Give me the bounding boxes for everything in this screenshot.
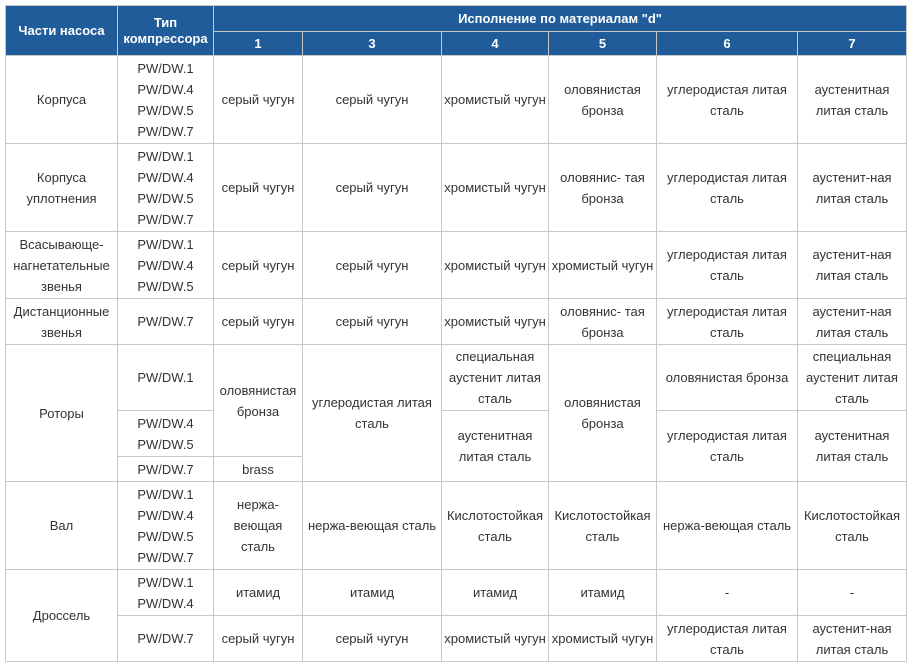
header-col-3: 3 (303, 32, 442, 56)
type-text: PW/DW.1 PW/DW.4 (137, 574, 194, 611)
material-cell: серый чугун (303, 56, 442, 144)
header-materials: Исполнение по материалам "d" (214, 6, 907, 32)
material-cell (214, 482, 303, 570)
material-cell: итамид (303, 570, 442, 616)
material-cell: серый чугун (303, 232, 442, 299)
material-cell: хромистый чугун (442, 616, 549, 662)
type-cell (118, 482, 214, 570)
material-cell: аустенит-ная литая сталь (798, 144, 907, 232)
part-cell: Дистанционные звенья (6, 299, 118, 345)
material-cell: серый чугун (214, 299, 303, 345)
type-text: PW/DW.1 PW/DW.4 PW/DW.5 PW/DW.7 (137, 60, 194, 139)
material-cell: нержа-веющая сталь (303, 482, 442, 570)
type-cell (118, 345, 214, 411)
type-text: PW/DW.1 PW/DW.4 PW/DW.5 PW/DW.7 (137, 486, 194, 565)
type-cell (118, 299, 214, 345)
table-row (6, 299, 907, 345)
material-cell: серый чугун (214, 56, 303, 144)
table-row (6, 570, 907, 616)
part-cell: Роторы (6, 345, 118, 482)
table-row (6, 345, 907, 411)
header-col-5: 5 (549, 32, 657, 56)
material-cell: хромистый чугун (442, 56, 549, 144)
type-text: PW/DW.7 (137, 461, 194, 477)
table-row (6, 232, 907, 299)
material-cell: серый чугун (303, 144, 442, 232)
material-cell: итамид (549, 570, 657, 616)
header-col-4: 4 (442, 32, 549, 56)
header-col-7: 7 (798, 32, 907, 56)
header-compressor-type: Тип компрессора (118, 6, 214, 56)
material-cell: аустенитная литая сталь (798, 56, 907, 144)
material-cell: специальная аустенит литая сталь (442, 345, 549, 411)
table-row (6, 56, 907, 144)
type-cell (118, 56, 214, 144)
material-cell: углеродистая литая сталь (303, 345, 442, 482)
type-text: PW/DW.7 (137, 631, 194, 646)
type-cell (118, 570, 214, 616)
material-cell: серый чугун (303, 616, 442, 662)
type-text: PW/DW.1 PW/DW.4 PW/DW.5 PW/DW.7 (137, 148, 194, 227)
material-cell: углеродистая литая сталь (657, 144, 798, 232)
material-cell: аустенит-ная литая сталь (798, 232, 907, 299)
table-row (6, 616, 907, 662)
materials-table (5, 5, 907, 662)
material-cell: оловянистая бронза (214, 345, 303, 457)
type-text: PW/DW.1 PW/DW.4 PW/DW.5 (137, 236, 194, 294)
type-cell (118, 457, 214, 482)
material-cell: аустенитная литая сталь (442, 411, 549, 482)
type-text: PW/DW.7 (137, 314, 194, 329)
table-row (6, 144, 907, 232)
material-cell: хромистый чугун (549, 232, 657, 299)
material-cell: серый чугун (214, 144, 303, 232)
part-cell: Всасывающе-нагнетательные звенья (6, 232, 118, 299)
material-cell: - (657, 570, 798, 616)
material-cell: серый чугун (214, 616, 303, 662)
header-col-1: 1 (214, 32, 303, 56)
material-cell: итамид (214, 570, 303, 616)
material-cell: хромистый чугун (442, 144, 549, 232)
material-cell: серый чугун (303, 299, 442, 345)
part-cell: Корпуса (6, 56, 118, 144)
material-cell: оловянис- тая бронза (549, 144, 657, 232)
material-cell: оловянистая бронза (549, 345, 657, 482)
part-cell: Вал (6, 482, 118, 570)
table-row (6, 411, 907, 457)
header-col-6: 6 (657, 32, 798, 56)
material-cell: углеродистая литая сталь (657, 411, 798, 482)
material-cell: хромистый чугун (549, 616, 657, 662)
material-cell: углеродистая литая сталь (657, 299, 798, 345)
type-cell (118, 232, 214, 299)
material-cell: специальная аустенит литая сталь (798, 345, 907, 411)
table-row (6, 482, 907, 570)
material-cell: Кислотостойкая сталь (798, 482, 907, 570)
material-cell: нержа-веющая сталь (657, 482, 798, 570)
type-text: PW/DW.4 PW/DW.5 (137, 415, 194, 452)
material-cell: оловянистая бронза (657, 345, 798, 411)
material-cell: итамид (442, 570, 549, 616)
material-cell: аустенит-ная литая сталь (798, 616, 907, 662)
material-cell: углеродистая литая сталь (657, 56, 798, 144)
material-cell: оловянистая бронза (549, 56, 657, 144)
header-parts: Части насоса (6, 6, 118, 56)
material-cell: Кислотостойкая сталь (442, 482, 549, 570)
type-cell (118, 411, 214, 457)
material-cell: хромистый чугун (442, 299, 549, 345)
part-cell: Дроссель (6, 570, 118, 662)
material-cell: оловянис- тая бронза (549, 299, 657, 345)
type-text: PW/DW.1 (137, 370, 194, 385)
material-cell: - (798, 570, 907, 616)
material-cell: серый чугун (214, 232, 303, 299)
material-cell: углеродистая литая сталь (657, 232, 798, 299)
material-cell: хромистый чугун (442, 232, 549, 299)
material-cell: аустенит-ная литая сталь (798, 299, 907, 345)
type-cell (118, 144, 214, 232)
material-cell: аустенитная литая сталь (798, 411, 907, 482)
material-cell: углеродистая литая сталь (657, 616, 798, 662)
type-cell (118, 616, 214, 662)
part-cell: Корпуса уплотнения (6, 144, 118, 232)
material-cell: Кислотостойкая сталь (549, 482, 657, 570)
material-text: нержа- веющая сталь (233, 497, 283, 554)
material-cell: brass (214, 457, 303, 482)
